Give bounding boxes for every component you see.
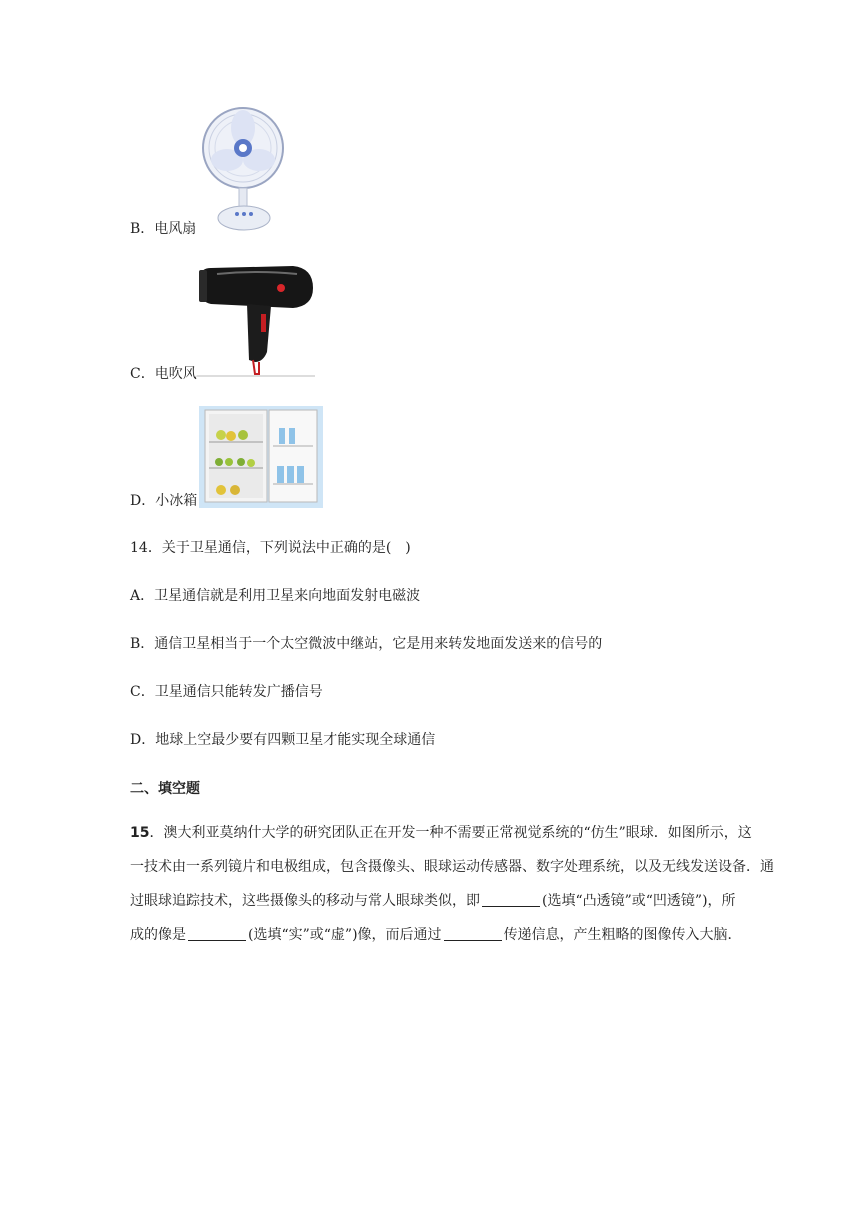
question-15-text-1: ．澳大利亚莫纳什大学的研究团队正在开发一种不需要正常视觉系统的“仿生”眼球．如图所示，这 bbox=[149, 825, 752, 841]
question-15-text-4b: (选填“实”或“虚”)像，而后通过 bbox=[248, 927, 442, 943]
question-15-line-1 bbox=[130, 816, 752, 850]
hair-dryer-image bbox=[197, 262, 315, 378]
question-15-text-3b: (选填“凸透镜”或“凹透镜”)，所 bbox=[542, 893, 736, 909]
question-14-stem: 14．关于卫星通信，下列说法中正确的是( ) bbox=[130, 540, 411, 556]
mini-fridge-image bbox=[199, 406, 323, 508]
question-14-option-d: D．地球上空最少要有四颗卫星才能实现全球通信 bbox=[130, 732, 436, 748]
question-15-line-4 bbox=[130, 918, 742, 952]
question-14-option-a: A．卫星通信就是利用卫星来向地面发射电磁波 bbox=[130, 588, 421, 604]
answer-blank-1[interactable] bbox=[482, 892, 540, 907]
question-15-line-2: 一技术由一系列镜片和电极组成，包含摄像头、眼球运动传感器、数字处理系统，以及无线发送设备．通 bbox=[130, 859, 774, 875]
question-14-option-c: C．卫星通信只能转发广播信号 bbox=[130, 684, 323, 700]
question-15-number: 15 bbox=[130, 825, 150, 841]
answer-blank-2[interactable] bbox=[188, 926, 246, 941]
option-b-label: B．电风扇 bbox=[130, 221, 197, 237]
question-15-text-4c: 传递信息，产生粗略的图像传入大脑． bbox=[503, 927, 742, 943]
option-d-label: D．小冰箱 bbox=[130, 493, 198, 509]
question-15-text-4a: 成的像是 bbox=[130, 927, 186, 943]
question-15-line-3 bbox=[130, 884, 736, 918]
answer-blank-3[interactable] bbox=[444, 926, 502, 941]
question-15-text-3a: 过眼球追踪技术，这些摄像头的移动与常人眼球类似，即 bbox=[130, 893, 480, 909]
electric-fan-image bbox=[197, 104, 293, 234]
section-title-fill-in: 二、填空题 bbox=[130, 781, 200, 797]
question-15 bbox=[130, 816, 774, 952]
option-c-label: C．电吹风 bbox=[130, 366, 197, 382]
question-14-option-b: B．通信卫星相当于一个太空微波中继站，它是用来转发地面发送来的信号的 bbox=[130, 636, 603, 652]
